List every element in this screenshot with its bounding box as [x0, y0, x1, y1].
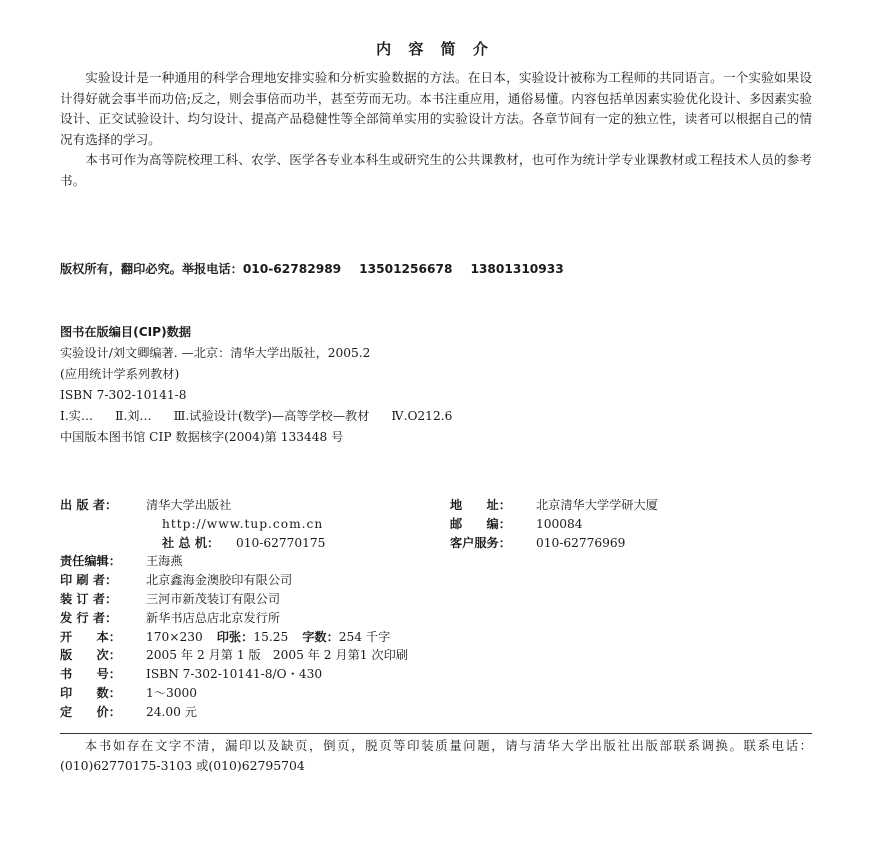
words-value: 254 千字 [338, 629, 391, 644]
format-value: 170×230 [146, 629, 203, 644]
editor-label: 责任编辑： [60, 554, 121, 569]
cip-data-block [60, 322, 474, 448]
cip-line: 中国版本图书馆 CIP 数据核字(2004)第 133448 号 [60, 430, 344, 444]
service-label: 客户服务： [450, 535, 511, 550]
website-link[interactable]: http://www.tup.com.cn [162, 516, 324, 531]
copyright-text: 版权所有，翻印必究。举报电话： [60, 262, 243, 276]
editor-value: 王海燕 [146, 554, 183, 569]
switchboard-label: 社 总 机： [162, 535, 220, 550]
cip-class: Ⅳ.O212.6 [391, 409, 453, 423]
page-title: 内 容 简 介 [376, 40, 494, 58]
notice-text: 本书如存在文字不清，漏印以及缺页，倒页，脱页等印装质量问题，请与清华大学出版社出版部联系调换。联系电话：(010)62770175-3103 或(010)62795704 [60, 738, 812, 773]
format-details [146, 628, 390, 647]
report-phone: 010-62782989 [242, 262, 342, 276]
distributor-label: 发 行 者： [60, 610, 118, 625]
postcode-value: 100084 [536, 516, 583, 531]
cip-line: 实验设计/刘文卿编著. —北京：清华大学出版社，2005.2 [60, 346, 371, 360]
isbn-value: ISBN 7-302-10141-8/O・430 [146, 667, 323, 682]
printer-label: 印 刷 者： [60, 573, 118, 588]
publisher-value: 清华大学出版社 [146, 498, 232, 512]
copyright-notice [60, 260, 582, 277]
cip-title: 图书在版编目(CIP)数据 [60, 325, 192, 339]
switchboard-value: 010-62770175 [236, 535, 326, 550]
intro-paragraph: 本书可作为高等院校理工科、农学、医学各专业本科生或研究生的公共课教材，也可作为统计学专业课教材或工程技术人员的参考书。 [60, 152, 812, 188]
cip-class: Ⅱ.刘… [115, 409, 152, 423]
binder-label: 装 订 者： [60, 591, 118, 606]
cip-class: Ⅰ.实… [60, 409, 94, 423]
words-label: 字数： [302, 629, 339, 644]
sheets-label: 印张： [216, 629, 254, 644]
quality-notice [60, 736, 812, 776]
address-label: 地 址： [450, 498, 511, 512]
price-label: 定 价： [60, 704, 121, 719]
sheets-value: 15.25 [253, 629, 289, 644]
service-value: 010-62776969 [536, 535, 626, 550]
copies-label: 印 数： [60, 685, 121, 700]
address-value: 北京清华大学学研大厦 [536, 498, 658, 512]
cip-classification [60, 406, 474, 427]
intro-paragraph: 实验设计是一种通用的科学合理地安排实验和分析实验数据的方法。在日本，实验设计被称为工程师的共同语言。一个实验如果设计得好就会事半而功倍;反之，则会事倍而功半，甚至劳而无功。本书注重应用，通俗易懂。内容包括单因素实验优化设计、多因素实验设计、正交试验设计、均匀设计、提高产品稳健性等全部简单实用的实验设计方法。各章节间有一定的独立性，读者可以根据自己的情况有选择的学习。 [60, 70, 812, 147]
copies-value: 1～3000 [146, 685, 197, 700]
publisher-label: 出 版 者： [60, 498, 118, 512]
cip-class: Ⅲ.试验设计(数学)—高等学校—教材 [173, 409, 370, 423]
binder-value: 三河市新茂装订有限公司 [146, 591, 281, 606]
distributor-value: 新华书店总店北京发行所 [146, 610, 281, 625]
edition-value: 2005 年 2 月第 1 版 2005 年 2 月第1 次印刷 [146, 648, 408, 663]
divider-line [60, 733, 812, 734]
book-introduction [60, 68, 812, 191]
format-label: 开 本： [60, 629, 121, 644]
report-phone: 13501256678 [359, 262, 453, 276]
report-phones [243, 262, 582, 276]
isbn-label: 书 号： [60, 667, 121, 682]
price-value: 24.00 元 [146, 704, 197, 719]
report-phone: 13801310933 [470, 262, 564, 276]
printer-value: 北京鑫海金澳胶印有限公司 [146, 573, 293, 588]
cip-line: (应用统计学系列教材) [60, 367, 180, 381]
postcode-label: 邮 编： [450, 516, 511, 531]
edition-label: 版 次： [60, 648, 121, 663]
cip-isbn: ISBN 7-302-10141-8 [60, 388, 187, 402]
